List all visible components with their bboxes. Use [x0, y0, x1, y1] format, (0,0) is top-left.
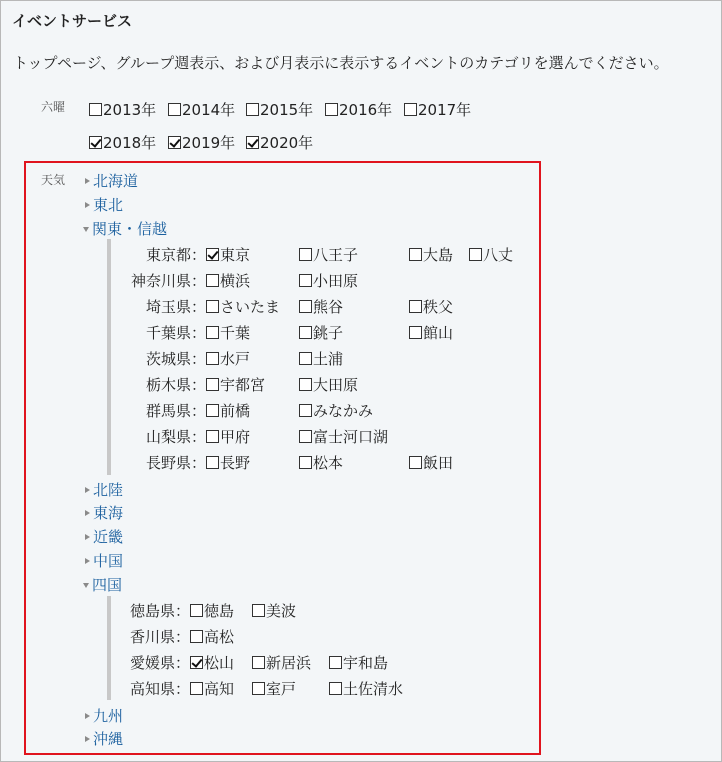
city-option[interactable] [252, 600, 296, 621]
checkbox[interactable] [246, 136, 259, 149]
city-option[interactable] [190, 626, 234, 647]
region-label: 北海道 [93, 172, 139, 190]
city-option[interactable] [469, 244, 513, 265]
year-option[interactable] [168, 132, 235, 153]
option-label: 徳島 [204, 602, 235, 620]
option-label: 土浦 [313, 350, 344, 368]
checkbox[interactable] [409, 326, 422, 339]
region-label: 九州 [93, 707, 124, 725]
option-label: 八王子 [313, 246, 359, 264]
prefecture-label: 埼玉県： [145, 298, 206, 316]
option-label: 松本 [313, 454, 344, 472]
option-label: 2013年 [103, 101, 157, 119]
collapse-triangle-icon [83, 583, 89, 588]
city-option[interactable] [206, 296, 280, 317]
region-label: 関東・信越 [92, 220, 168, 238]
region-kanto[interactable] [83, 218, 167, 239]
option-label: 水戸 [220, 350, 251, 368]
checkbox[interactable] [329, 656, 342, 669]
checkbox[interactable] [299, 300, 312, 313]
city-option[interactable] [409, 296, 453, 317]
region-chugoku[interactable] [85, 550, 123, 571]
checkbox[interactable] [89, 136, 102, 149]
option-label: 大田原 [313, 376, 359, 394]
year-option[interactable] [89, 99, 156, 120]
page-title: イベントサービス [12, 12, 133, 30]
checkbox[interactable] [190, 656, 203, 669]
city-option[interactable] [206, 374, 265, 395]
year-option[interactable] [89, 132, 156, 153]
city-option[interactable] [206, 244, 250, 265]
region-label: 中国 [93, 552, 124, 570]
city-option[interactable] [299, 374, 358, 395]
option-label: 小田原 [313, 272, 359, 290]
prefecture-label: 東京都： [145, 246, 206, 264]
checkbox[interactable] [252, 682, 265, 695]
option-label: 2014年 [182, 101, 236, 119]
prefecture-label: 山梨県： [145, 428, 206, 446]
city-option[interactable] [299, 400, 373, 421]
checkbox[interactable] [299, 248, 312, 261]
checkbox[interactable] [299, 326, 312, 339]
region-label: 近畿 [93, 528, 124, 546]
region-tohoku[interactable] [85, 194, 123, 215]
checkbox[interactable] [168, 103, 181, 116]
region-hokkaido[interactable] [85, 170, 138, 191]
prefecture-label: 長野県： [145, 454, 206, 472]
checkbox[interactable] [206, 404, 219, 417]
region-label: 東北 [93, 196, 124, 214]
checkbox[interactable] [168, 136, 181, 149]
checkbox[interactable] [252, 656, 265, 669]
option-label: 室戸 [266, 680, 297, 698]
city-option[interactable] [299, 270, 358, 291]
option-label: 2018年 [103, 134, 157, 152]
prefecture-label: 栃木県： [145, 376, 206, 394]
city-option[interactable] [206, 348, 250, 369]
checkbox[interactable] [252, 604, 265, 617]
option-label: 長野 [220, 454, 251, 472]
checkbox[interactable] [299, 378, 312, 391]
checkbox[interactable] [206, 378, 219, 391]
city-option[interactable] [252, 652, 311, 673]
prefecture-label: 愛媛県： [129, 654, 190, 672]
region-tokai[interactable] [85, 502, 123, 523]
region-hokuriku[interactable] [85, 479, 123, 500]
city-option[interactable] [409, 452, 453, 473]
expand-triangle-icon [85, 202, 90, 208]
expand-triangle-icon [85, 558, 90, 564]
option-label: 横浜 [220, 272, 251, 290]
city-option[interactable] [206, 270, 250, 291]
option-label: 銚子 [313, 324, 344, 342]
checkbox[interactable] [325, 103, 338, 116]
option-label: 土佐清水 [343, 680, 404, 698]
option-label: 館山 [423, 324, 454, 342]
city-option[interactable] [206, 322, 250, 343]
prefecture-label: 徳島県： [129, 602, 190, 620]
prefecture-label: 千葉県： [145, 324, 206, 342]
option-label: 飯田 [423, 454, 454, 472]
prefecture-label: 高知県： [129, 680, 190, 698]
year-option[interactable] [404, 99, 471, 120]
option-label: みなかみ [313, 402, 374, 420]
checkbox[interactable] [409, 300, 422, 313]
expand-triangle-icon [85, 534, 90, 540]
prefecture-label: 香川県： [129, 628, 190, 646]
year-option[interactable] [168, 99, 235, 120]
option-label: 2015年 [260, 101, 314, 119]
checkbox[interactable] [206, 274, 219, 287]
checkbox[interactable] [89, 103, 102, 116]
city-option[interactable] [190, 600, 234, 621]
option-label: 2019年 [182, 134, 236, 152]
city-option[interactable] [190, 678, 234, 699]
city-option[interactable] [206, 426, 250, 447]
city-option[interactable] [206, 452, 250, 473]
option-label: さいたま [220, 298, 281, 316]
option-label: 高松 [204, 628, 235, 646]
city-option[interactable] [299, 296, 343, 317]
checkbox[interactable] [206, 300, 219, 313]
year-option[interactable] [325, 99, 392, 120]
checkbox[interactable] [190, 682, 203, 695]
option-label: 2016年 [339, 101, 393, 119]
checkbox[interactable] [206, 248, 219, 261]
checkbox[interactable] [329, 682, 342, 695]
option-label: 秩父 [423, 298, 454, 316]
year-option[interactable] [246, 132, 313, 153]
rokuyo-label: 六曜 [41, 100, 66, 114]
city-option[interactable] [299, 426, 388, 447]
option-label: 大島 [423, 246, 454, 264]
option-label: 前橋 [220, 402, 251, 420]
checkbox[interactable] [469, 248, 482, 261]
region-label: 四国 [92, 576, 123, 594]
prefecture-label: 群馬県： [145, 402, 206, 420]
expand-triangle-icon [85, 736, 90, 742]
checkbox[interactable] [404, 103, 417, 116]
region-label: 東海 [93, 504, 124, 522]
checkbox[interactable] [190, 630, 203, 643]
region-okinawa[interactable] [85, 728, 123, 749]
option-label: 2017年 [418, 101, 472, 119]
option-label: 新居浜 [266, 654, 312, 672]
expand-triangle-icon [85, 487, 90, 493]
checkbox[interactable] [299, 456, 312, 469]
city-option[interactable] [299, 322, 343, 343]
option-label: 2020年 [260, 134, 314, 152]
prefecture-label: 神奈川県： [130, 272, 206, 290]
expand-triangle-icon [85, 178, 90, 184]
option-label: 美波 [266, 602, 297, 620]
year-option[interactable] [246, 99, 313, 120]
checkbox[interactable] [409, 248, 422, 261]
prefecture-label: 茨城県： [145, 350, 206, 368]
region-shikoku[interactable] [83, 574, 122, 595]
city-option[interactable] [190, 652, 234, 673]
checkbox[interactable] [206, 430, 219, 443]
option-label: 富士河口湖 [313, 428, 389, 446]
option-label: 熊谷 [313, 298, 344, 316]
checkbox[interactable] [409, 456, 422, 469]
expand-triangle-icon [85, 713, 90, 719]
region-kyushu[interactable] [85, 705, 123, 726]
option-label: 千葉 [220, 324, 251, 342]
checkbox[interactable] [206, 326, 219, 339]
option-label: 東京 [220, 246, 251, 264]
city-option[interactable] [252, 678, 296, 699]
description-text: トップページ、グループ週表示、および月表示に表示するイベントのカテゴリを選んでください。 [13, 54, 669, 72]
checkbox[interactable] [299, 352, 312, 365]
region-kinki[interactable] [85, 526, 123, 547]
checkbox[interactable] [206, 352, 219, 365]
option-label: 八丈 [483, 246, 514, 264]
city-option[interactable] [409, 322, 453, 343]
expand-triangle-icon [85, 510, 90, 516]
city-option[interactable] [409, 244, 453, 265]
city-option[interactable] [329, 678, 403, 699]
option-label: 宇都宮 [220, 376, 266, 394]
option-label: 高知 [204, 680, 235, 698]
weather-label: 天気 [41, 173, 66, 187]
checkbox[interactable] [206, 456, 219, 469]
checkbox[interactable] [299, 274, 312, 287]
checkbox[interactable] [246, 103, 259, 116]
collapse-triangle-icon [83, 227, 89, 232]
region-label: 北陸 [93, 481, 124, 499]
option-label: 松山 [204, 654, 235, 672]
city-option[interactable] [299, 244, 358, 265]
region-label: 沖縄 [93, 730, 124, 748]
city-option[interactable] [329, 652, 388, 673]
checkbox[interactable] [190, 604, 203, 617]
checkbox[interactable] [299, 430, 312, 443]
checkbox[interactable] [299, 404, 312, 417]
city-option[interactable] [299, 452, 343, 473]
city-option[interactable] [206, 400, 250, 421]
option-label: 宇和島 [343, 654, 389, 672]
option-label: 甲府 [220, 428, 251, 446]
city-option[interactable] [299, 348, 343, 369]
